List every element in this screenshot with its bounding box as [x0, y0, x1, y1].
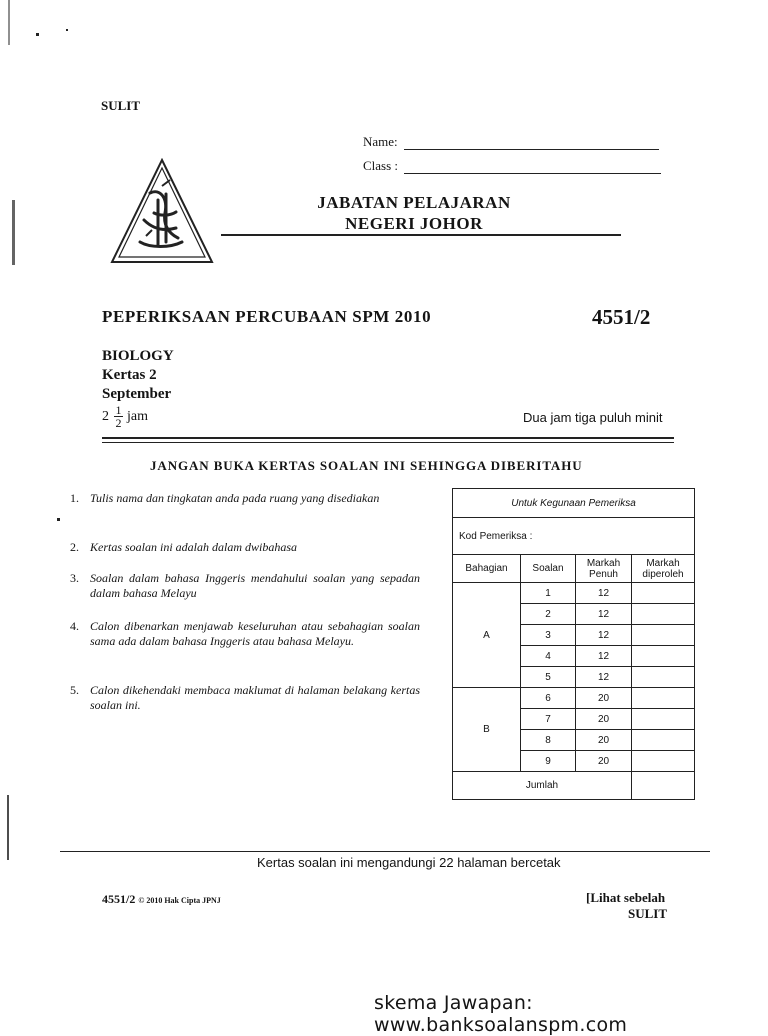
question-number: 2 — [521, 604, 576, 625]
header-markah-penuh: Markah Penuh — [576, 555, 632, 583]
table-row — [453, 583, 695, 604]
table-row — [453, 688, 695, 709]
footer-code — [102, 892, 221, 907]
footer-rule — [60, 851, 710, 852]
question-number: 1 — [521, 583, 576, 604]
header-rule-thick — [102, 437, 674, 439]
marks-obtained-cell — [632, 730, 695, 751]
name-label: Name: — [363, 134, 398, 149]
instruction-text: Calon dibenarkan menjawab keseluruhan atau sebahagian soalan sama ada dalam bahasa Inggeris atau bahasa Melayu. — [90, 619, 420, 648]
marks-obtained-cell — [632, 688, 695, 709]
class-label: Class : — [363, 158, 399, 173]
duration-numerator: 1 — [115, 403, 122, 417]
total-row — [453, 772, 695, 800]
copyright-notice: © 2010 Hak Cipta JPNJ — [138, 896, 221, 905]
table-header-row — [453, 555, 695, 583]
full-marks: 12 — [576, 646, 632, 667]
duration-unit: jam — [127, 408, 148, 424]
instruction-number: 4. — [70, 619, 79, 633]
marks-obtained-cell — [632, 646, 695, 667]
full-marks: 12 — [576, 667, 632, 688]
name-field — [363, 134, 659, 150]
header-rule-thin — [102, 442, 674, 443]
table-title-row — [453, 489, 695, 518]
examiner-code-label: Kod Pemeriksa : — [453, 518, 695, 555]
duration — [102, 404, 148, 429]
instruction-item — [70, 571, 420, 601]
instruction-item — [70, 619, 420, 649]
instruction-number: 3. — [70, 571, 79, 585]
duration-in-words: Dua jam tiga puluh minit — [523, 410, 663, 425]
total-label: Jumlah — [453, 772, 632, 800]
name-blank-line — [404, 137, 659, 150]
instruction-item — [70, 540, 420, 555]
question-number: 6 — [521, 688, 576, 709]
examiner-marks-table — [452, 488, 695, 800]
question-number: 5 — [521, 667, 576, 688]
class-field — [363, 158, 661, 174]
question-number: 9 — [521, 751, 576, 772]
section-a-label: A — [453, 583, 521, 688]
marks-obtained-cell — [632, 751, 695, 772]
instruction-text: Soalan dalam bahasa Inggeris mendahului soalan yang sepadan dalam bahasa Melayu — [90, 571, 420, 600]
scan-edge-mark — [8, 0, 10, 45]
full-marks: 20 — [576, 688, 632, 709]
marks-obtained-cell — [632, 625, 695, 646]
department-line-2: NEGERI JOHOR — [345, 214, 483, 233]
duration-denominator: 2 — [115, 416, 122, 430]
classification-label-footer: SULIT — [628, 906, 668, 921]
scan-edge-mark — [7, 795, 9, 860]
subject-block — [102, 347, 174, 404]
question-number: 7 — [521, 709, 576, 730]
section-b-label: B — [453, 688, 521, 772]
question-number: 3 — [521, 625, 576, 646]
full-marks: 20 — [576, 751, 632, 772]
header-markah-diperoleh: Markah diperoleh — [632, 555, 695, 583]
scan-speck — [57, 518, 60, 521]
full-marks: 20 — [576, 730, 632, 751]
exam-title: PEPERIKSAAN PERCUBAAN SPM 2010 — [102, 307, 432, 326]
instruction-number: 5. — [70, 683, 79, 697]
warning-notice: JANGAN BUKA KERTAS SOALAN INI SEHINGGA DIBERITAHU — [150, 458, 583, 473]
class-blank-line — [404, 161, 661, 174]
paper-number: Kertas 2 — [102, 367, 157, 383]
scan-edge-mark — [12, 200, 15, 265]
instruction-text: Calon dikehendaki membaca maklumat di halaman belakang kertas soalan ini. — [90, 683, 420, 712]
total-marks-cell — [632, 772, 695, 800]
scan-speck — [66, 29, 68, 31]
classification-label: SULIT — [101, 98, 141, 113]
header-bahagian: Bahagian — [453, 555, 521, 583]
full-marks: 12 — [576, 625, 632, 646]
scan-speck — [36, 33, 39, 36]
marks-obtained-cell — [632, 583, 695, 604]
question-number: 8 — [521, 730, 576, 751]
question-number: 4 — [521, 646, 576, 667]
website-watermark: skema Jawapan: www.banksoalanspm.com — [374, 992, 628, 1036]
table-title: Untuk Kegunaan Pemeriksa — [453, 489, 695, 518]
footer-paper-code: 4551/2 — [102, 892, 136, 906]
full-marks: 12 — [576, 604, 632, 625]
department-underline — [221, 234, 621, 236]
full-marks: 12 — [576, 583, 632, 604]
instruction-item — [70, 491, 420, 506]
instruction-number: 1. — [70, 491, 79, 505]
duration-fraction — [114, 404, 123, 429]
full-marks: 20 — [576, 709, 632, 730]
header-soalan: Soalan — [521, 555, 576, 583]
examiner-code-row — [453, 518, 695, 555]
instruction-item — [70, 683, 420, 713]
jpnj-crest-logo — [110, 158, 214, 266]
turn-page-notice: [Lihat sebelah — [586, 890, 666, 905]
department-title — [300, 192, 528, 234]
department-line-1: JABATAN PELAJARAN — [317, 193, 511, 212]
subject-name: BIOLOGY — [102, 348, 174, 364]
instruction-text: Tulis nama dan tingkatan anda pada ruang yang disediakan — [90, 491, 380, 505]
instruction-text: Kertas soalan ini adalah dalam dwibahasa — [90, 540, 298, 554]
exam-month: September — [102, 386, 172, 402]
instruction-number: 2. — [70, 540, 79, 554]
exam-code: 4551/2 — [592, 305, 651, 329]
marks-obtained-cell — [632, 667, 695, 688]
marks-obtained-cell — [632, 709, 695, 730]
duration-whole: 2 — [102, 408, 109, 424]
marks-obtained-cell — [632, 604, 695, 625]
page-count-notice: Kertas soalan ini mengandungi 22 halaman bercetak — [257, 855, 561, 870]
